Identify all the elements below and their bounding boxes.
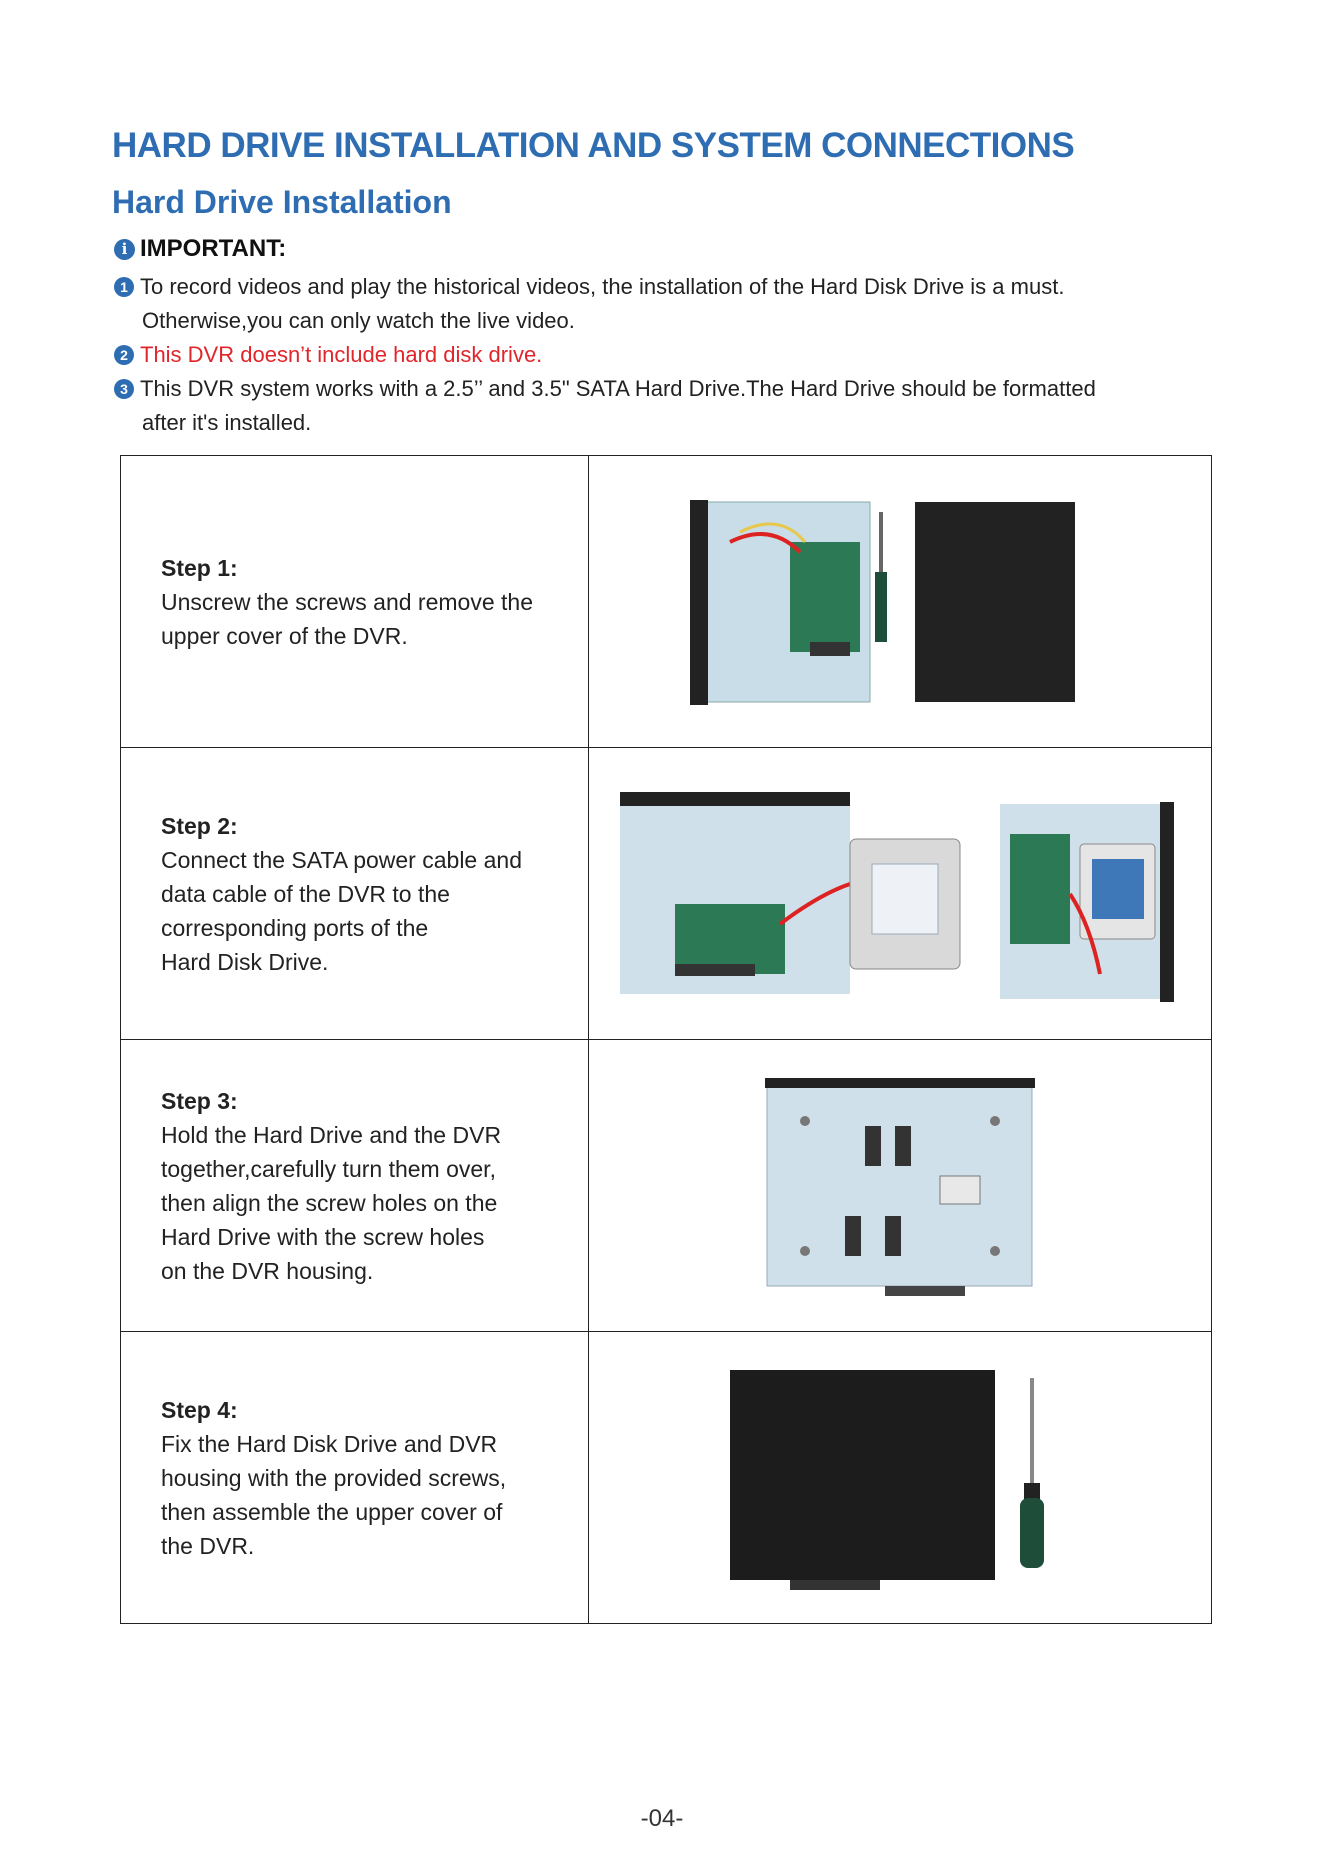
steps-table <box>120 455 1212 1624</box>
step-4-image <box>589 1332 1212 1624</box>
note-3 <box>114 372 1096 440</box>
step-text-cell <box>121 1332 589 1624</box>
step-text-cell <box>121 748 589 1040</box>
page-title: HARD DRIVE INSTALLATION AND SYSTEM CONNECTIONS <box>112 126 1075 165</box>
table-row <box>121 1332 1212 1624</box>
note-1-line1: To record videos and play the historical videos, the installation of the Hard Disk Drive is a must. <box>140 274 1065 299</box>
table-row <box>121 748 1212 1040</box>
note-1-line2: Otherwise,you can only watch the live video. <box>142 308 575 333</box>
step-2-body: Connect the SATA power cable and data cable of the DVR to the corresponding ports of the Hard Disk Drive. <box>161 846 522 975</box>
step-3-body: Hold the Hard Drive and the DVR together,carefully turn them over, then align the screw holes on the Hard Drive with the screw holes on the DVR housing. <box>161 1121 502 1284</box>
number-1-icon: 1 <box>114 277 134 297</box>
info-icon: i <box>114 239 135 260</box>
step-3-title: Step 3: <box>161 1087 238 1114</box>
dvr-open-with-cover-illustration <box>690 482 1110 722</box>
page-number: -04- <box>640 1805 684 1832</box>
important-label: IMPORTANT: <box>140 235 287 262</box>
dvr-hdd-connection-illustration <box>620 774 1180 1014</box>
step-text-cell <box>121 456 589 748</box>
dvr-assembled-with-screwdriver-illustration <box>730 1358 1070 1598</box>
note-1 <box>114 270 1064 338</box>
step-2-image <box>589 748 1212 1040</box>
note-3-line2: after it's installed. <box>142 410 312 435</box>
dvr-bottom-screw-holes-illustration <box>765 1066 1035 1306</box>
step-4-body: Fix the Hard Disk Drive and DVR housing with the provided screws, then assemble the upper cover of the DVR. <box>161 1430 507 1559</box>
note-3-line1: This DVR system works with a 2.5’’ and 3.5" SATA Hard Drive.The Hard Drive should be formatted <box>140 376 1096 401</box>
table-row <box>121 456 1212 748</box>
note-2-line1: This DVR doesn’t include hard disk drive. <box>140 342 543 367</box>
step-3-image <box>589 1040 1212 1332</box>
step-2-title: Step 2: <box>161 812 238 839</box>
step-text-cell <box>121 1040 589 1332</box>
note-2 <box>114 338 542 372</box>
number-2-icon: 2 <box>114 345 134 365</box>
step-1-image <box>589 456 1212 748</box>
step-4-title: Step 4: <box>161 1396 238 1423</box>
step-1-title: Step 1: <box>161 554 238 581</box>
important-heading <box>114 235 286 263</box>
section-title: Hard Drive Installation <box>112 184 452 220</box>
table-row <box>121 1040 1212 1332</box>
number-3-icon: 3 <box>114 379 134 399</box>
step-1-body: Unscrew the screws and remove the upper cover of the DVR. <box>161 588 533 649</box>
